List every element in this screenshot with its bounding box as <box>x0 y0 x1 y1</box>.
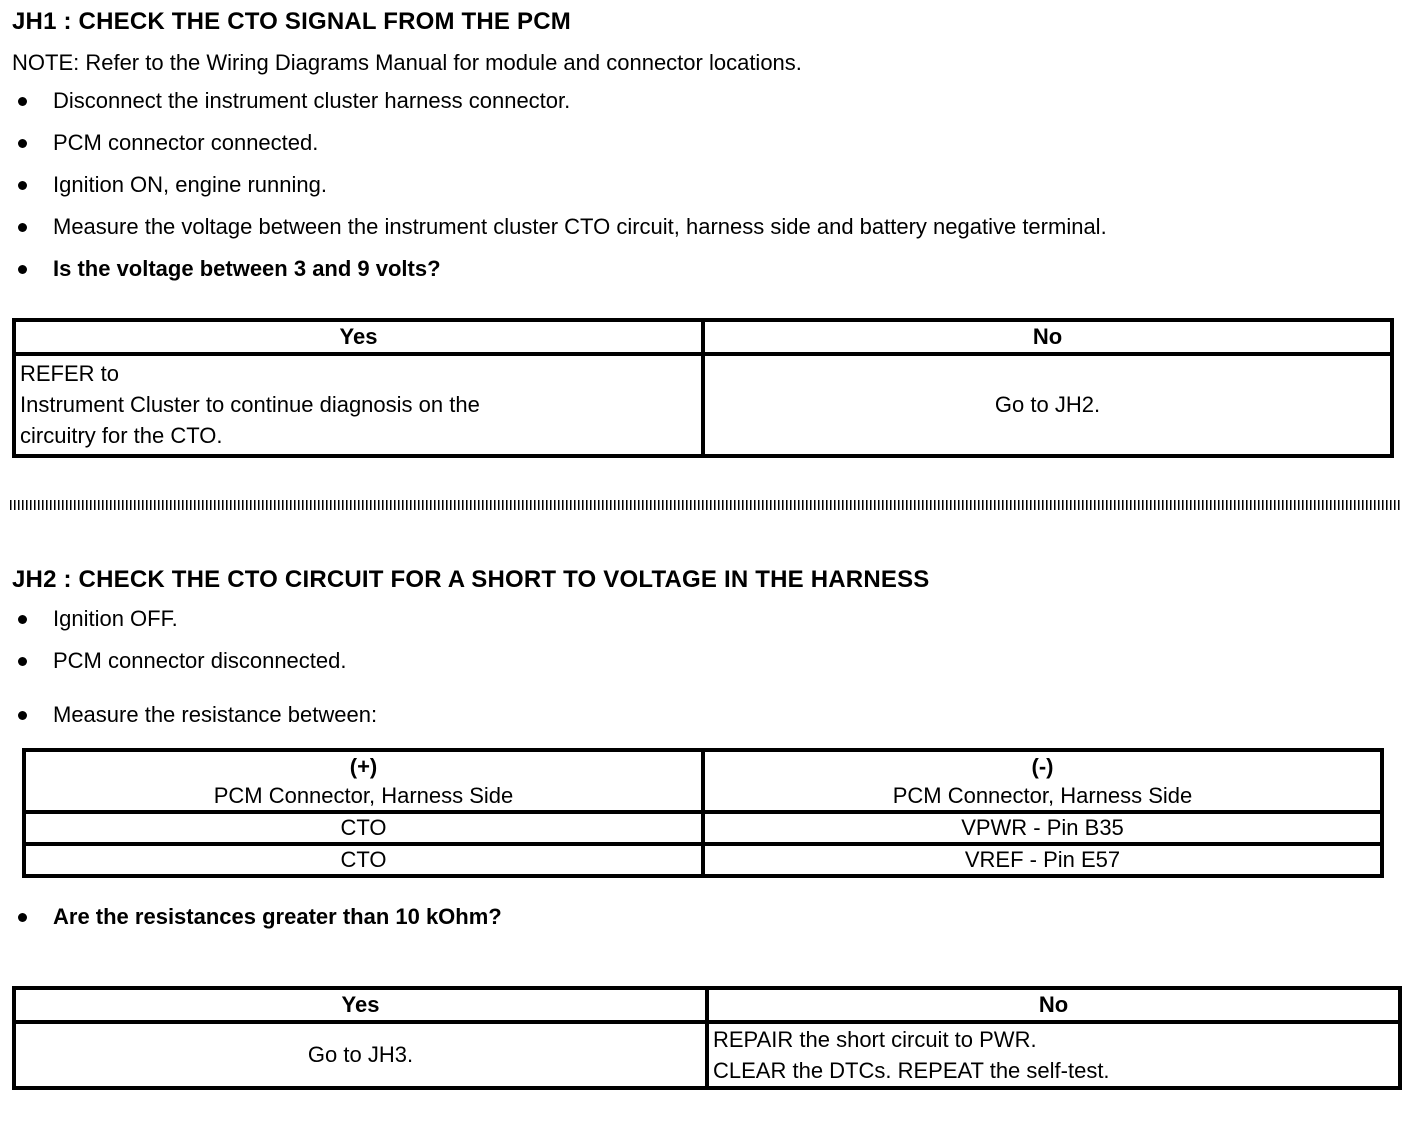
bullet-dot-icon <box>18 139 27 148</box>
jh2-results-table <box>12 986 1402 1090</box>
bullet-text: Ignition ON, engine running. <box>53 172 327 197</box>
jh1-question-text: Is the voltage between 3 and 9 volts? <box>53 256 441 281</box>
bullet-dot-icon <box>18 265 27 274</box>
jh1-bullet-item <box>12 172 1396 198</box>
table-header-row <box>14 320 1392 354</box>
jh2-bullet-list <box>12 606 1396 728</box>
minus-label: PCM Connector, Harness Side <box>892 783 1193 808</box>
bullet-dot-icon <box>18 711 27 720</box>
jh2-no-action-cell <box>707 1022 1400 1088</box>
jh2-question-list <box>12 904 1396 930</box>
jh1-bullet-item <box>12 214 1396 240</box>
jh1-yes-action-cell <box>14 354 703 456</box>
yes-action-line: circuitry for the CTO. <box>20 423 223 448</box>
jh2-question-text: Are the resistances greater than 10 kOhm? <box>53 904 502 929</box>
no-action-line: REPAIR the short circuit to PWR. <box>713 1027 1037 1052</box>
table-row <box>24 844 1382 876</box>
minus-header-cell <box>703 750 1382 812</box>
jh1-note-text: NOTE: Refer to the Wiring Diagrams Manual for module and connector locations. <box>12 50 802 75</box>
bullet-dot-icon <box>18 615 27 624</box>
bullet-dot-icon <box>18 913 27 922</box>
bullet-text: PCM connector disconnected. <box>53 648 347 673</box>
yes-action-line: Instrument Cluster to continue diagnosis on the <box>20 392 480 417</box>
jh1-results-table <box>12 318 1394 458</box>
bullet-dot-icon <box>18 97 27 106</box>
yes-header-cell: Yes <box>14 988 707 1022</box>
jh2-section-title: JH2 : CHECK THE CTO CIRCUIT FOR A SHORT TO VOLTAGE IN THE HARNESS <box>12 566 930 593</box>
bullet-text: Disconnect the instrument cluster harness connector. <box>53 88 571 113</box>
section-divider <box>10 500 1400 510</box>
bullet-text: Ignition OFF. <box>53 606 178 631</box>
jh1-question-item <box>12 256 1396 282</box>
no-action-line: CLEAR the DTCs. REPEAT the self-test. <box>713 1058 1110 1083</box>
table-header-row <box>24 750 1382 812</box>
no-header-cell: No <box>703 320 1392 354</box>
measure-cell: CTO <box>24 844 703 876</box>
jh1-bullet-item <box>12 130 1396 156</box>
bullet-text: PCM connector connected. <box>53 130 319 155</box>
table-row <box>14 1022 1400 1088</box>
jh1-bullet-item <box>12 88 1396 114</box>
plus-label: PCM Connector, Harness Side <box>213 783 514 808</box>
yes-header-cell: Yes <box>14 320 703 354</box>
plus-header-cell <box>24 750 703 812</box>
bullet-dot-icon <box>18 181 27 190</box>
jh2-bullet-item <box>12 702 1396 728</box>
measure-cell: VREF - Pin E57 <box>703 844 1382 876</box>
bullet-dot-icon <box>18 223 27 232</box>
jh2-bullet-item <box>12 648 1396 674</box>
bullet-text: Measure the voltage between the instrument cluster CTO circuit, harness side and battery negative terminal. <box>53 214 1107 239</box>
jh2-bullet-item <box>12 606 1396 632</box>
table-row <box>14 354 1392 456</box>
table-header-row <box>14 988 1400 1022</box>
no-header-cell: No <box>707 988 1400 1022</box>
jh2-question-item <box>12 904 1396 930</box>
measure-cell: VPWR - Pin B35 <box>703 812 1382 844</box>
plus-sign: (+) <box>349 754 378 779</box>
bullet-text: Measure the resistance between: <box>53 702 378 727</box>
jh2-yes-action-cell: Go to JH3. <box>14 1022 707 1088</box>
minus-sign: (-) <box>1031 754 1054 779</box>
jh1-section-title: JH1 : CHECK THE CTO SIGNAL FROM THE PCM <box>12 8 571 35</box>
table-row <box>24 812 1382 844</box>
jh1-bullet-list <box>12 88 1396 282</box>
jh1-no-action-cell: Go to JH2. <box>703 354 1392 456</box>
yes-action-line: REFER to <box>20 361 120 386</box>
bullet-dot-icon <box>18 657 27 666</box>
measure-cell: CTO <box>24 812 703 844</box>
jh2-measurement-table <box>22 748 1384 878</box>
